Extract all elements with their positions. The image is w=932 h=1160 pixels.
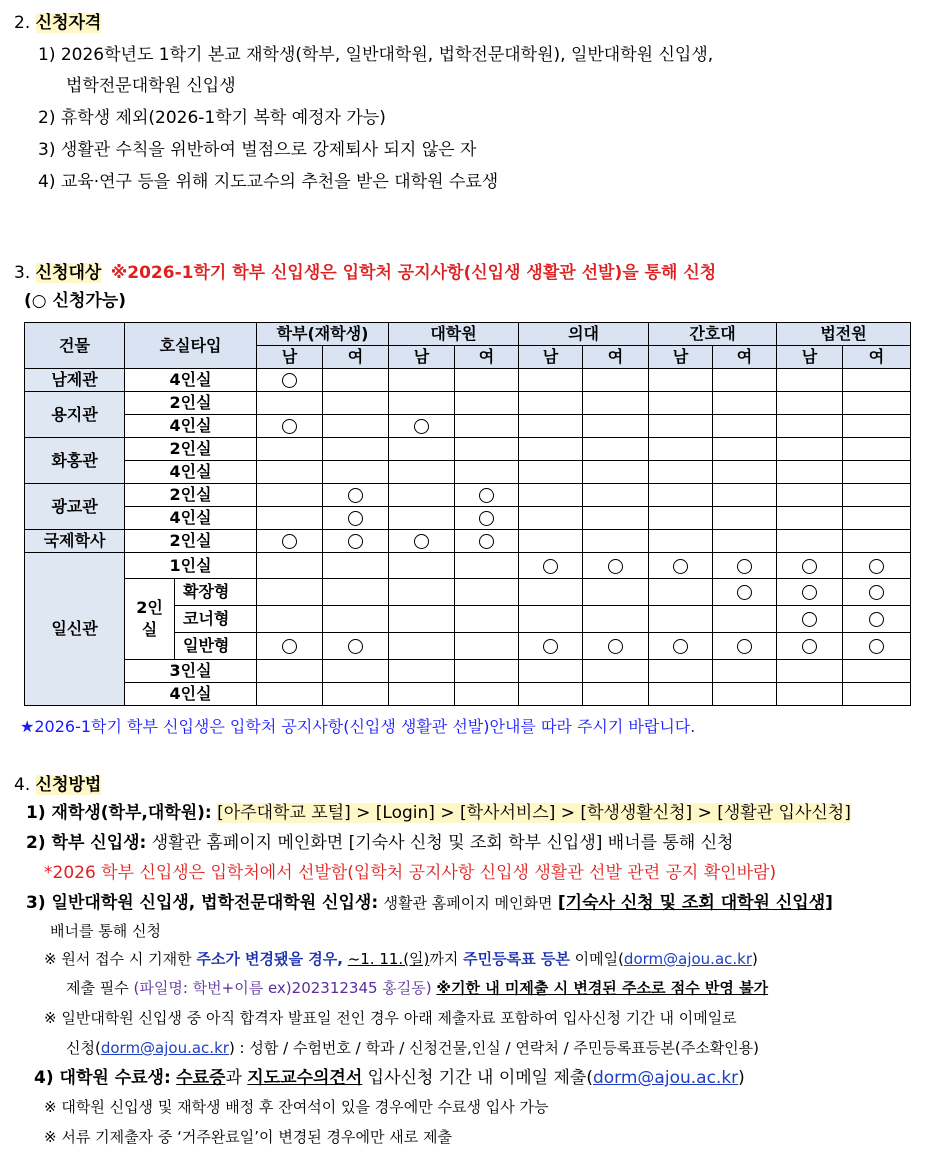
header-group: 간호대 xyxy=(649,323,777,346)
availability-cell xyxy=(649,438,713,461)
section-title: 신청자격 xyxy=(35,13,102,33)
header-group: 학부(재학생) xyxy=(257,323,389,346)
availability-cell xyxy=(713,461,777,484)
available-circle-icon xyxy=(282,639,297,654)
available-circle-icon xyxy=(543,559,558,574)
table-row xyxy=(25,660,911,683)
available-circle-icon xyxy=(282,534,297,549)
available-circle-icon xyxy=(673,559,688,574)
roomtype-cell: 4인실 xyxy=(125,683,257,706)
available-circle-icon xyxy=(673,639,688,654)
filename-format: (파일명: 학번+이름 ex)202312345 홍길동) xyxy=(133,979,432,997)
availability-cell xyxy=(713,415,777,438)
available-circle-icon xyxy=(348,639,363,654)
availability-cell xyxy=(777,633,843,660)
availability-cell xyxy=(323,392,389,415)
availability-cell xyxy=(389,392,455,415)
availability-cell xyxy=(323,660,389,683)
header-sex: 남 xyxy=(777,346,843,369)
note-text: 신청( xyxy=(66,1039,101,1057)
eligibility-table xyxy=(24,322,911,706)
availability-cell xyxy=(649,369,713,392)
availability-cell xyxy=(583,660,649,683)
availability-cell xyxy=(519,369,583,392)
availability-cell xyxy=(389,530,455,553)
availability-cell xyxy=(713,660,777,683)
availability-cell xyxy=(777,392,843,415)
method-3-cont: 배너를 통해 신청 xyxy=(50,922,161,940)
roomtype-cell: 코너형 xyxy=(175,606,257,633)
availability-cell xyxy=(713,438,777,461)
availability-cell xyxy=(713,369,777,392)
availability-cell xyxy=(389,438,455,461)
availability-cell xyxy=(843,438,911,461)
availability-cell xyxy=(777,683,843,706)
email-link[interactable]: dorm@ajou.ac.kr xyxy=(100,1039,229,1057)
method-label: 3) 일반대학원 신입생, 법학전문대학원 신입생: xyxy=(26,893,379,913)
availability-cell xyxy=(519,438,583,461)
availability-cell xyxy=(777,438,843,461)
availability-cell xyxy=(713,392,777,415)
availability-cell xyxy=(583,633,649,660)
section-4-heading xyxy=(14,774,101,796)
availability-cell xyxy=(649,553,713,579)
roomtype-cell: 2인실 xyxy=(125,484,257,507)
availability-cell xyxy=(583,683,649,706)
address-change-note-cont xyxy=(66,977,768,999)
section-number: 2. xyxy=(14,13,31,33)
available-circle-icon xyxy=(348,534,363,549)
note-text: ) xyxy=(752,950,758,968)
availability-cell xyxy=(257,461,323,484)
availability-cell xyxy=(713,683,777,706)
availability-cell xyxy=(843,507,911,530)
grad-banner-name: [기숙사 신청 및 조회 대학원 신입생] xyxy=(557,893,833,913)
building-cell: 남제관 xyxy=(25,369,125,392)
availability-cell xyxy=(257,507,323,530)
available-circle-icon xyxy=(737,639,752,654)
table-row xyxy=(25,579,911,606)
availability-cell xyxy=(713,579,777,606)
available-circle-icon xyxy=(282,373,297,388)
available-circle-icon xyxy=(802,639,817,654)
available-circle-icon xyxy=(479,534,494,549)
table-row xyxy=(25,461,911,484)
availability-cell xyxy=(649,415,713,438)
available-circle-icon xyxy=(543,639,558,654)
table-header-row xyxy=(25,323,911,346)
eligibility-table-body xyxy=(25,323,911,706)
availability-cell xyxy=(777,461,843,484)
available-circle-icon xyxy=(414,534,429,549)
method-text: 생활관 홈페이지 메인화면 [기숙사 신청 및 조회 학부 신입생] 배너를 통해 신청 xyxy=(151,833,734,853)
availability-cell xyxy=(257,438,323,461)
completion-note-2: ※ 서류 기제출자 중 ‘거주완료일’이 변경된 경우에만 새로 제출 xyxy=(44,1128,453,1146)
roomtype-cell: 4인실 xyxy=(125,415,257,438)
available-circle-icon xyxy=(282,419,297,434)
availability-cell xyxy=(649,606,713,633)
method-label: 1) 재학생(학부,대학원): xyxy=(26,803,212,823)
availability-cell xyxy=(519,660,583,683)
roomtype-cell: 2인실 xyxy=(125,530,257,553)
availability-cell xyxy=(257,660,323,683)
availability-cell xyxy=(843,553,911,579)
availability-cell xyxy=(777,415,843,438)
roomtype-cell: 4인실 xyxy=(125,461,257,484)
availability-cell xyxy=(519,507,583,530)
availability-cell xyxy=(583,530,649,553)
availability-cell xyxy=(583,507,649,530)
availability-cell xyxy=(777,553,843,579)
availability-cell xyxy=(323,461,389,484)
availability-cell xyxy=(777,579,843,606)
availability-cell xyxy=(389,683,455,706)
availability-cell xyxy=(713,507,777,530)
available-circle-icon xyxy=(802,585,817,600)
availability-cell xyxy=(649,507,713,530)
availability-cell xyxy=(843,633,911,660)
note-text: ) : 성함 / 수험번호 / 학과 / 신청건물,인실 / 연락처 / 주민등록표등본(주소확인용) xyxy=(228,1039,760,1057)
availability-cell xyxy=(323,484,389,507)
eligibility-item-1-cont: 법학전문대학원 신입생 xyxy=(66,76,236,96)
availability-cell xyxy=(649,633,713,660)
method-text: 입사신청 기간 내 이메일 제출( xyxy=(367,1068,593,1088)
availability-cell xyxy=(257,553,323,579)
header-sex: 남 xyxy=(389,346,455,369)
roomtype-cell: 2인실 xyxy=(125,438,257,461)
availability-cell xyxy=(583,461,649,484)
section-number: 3. xyxy=(14,263,31,283)
eligibility-item-3: 3) 생활관 수칙을 위반하여 벌점으로 강제퇴사 되지 않은 자 xyxy=(38,140,477,160)
building-cell: 국제학사 xyxy=(25,530,125,553)
availability-cell xyxy=(843,461,911,484)
availability-cell xyxy=(455,369,519,392)
available-circle-icon xyxy=(737,585,752,600)
method-3 xyxy=(26,892,833,914)
availability-cell xyxy=(257,484,323,507)
availability-cell xyxy=(389,415,455,438)
section-title: 신청대상 xyxy=(35,263,102,283)
availability-cell xyxy=(455,606,519,633)
availability-cell xyxy=(389,461,455,484)
document-name: 지도교수의견서 xyxy=(247,1068,363,1088)
roomtype-cell: 3인실 xyxy=(125,660,257,683)
availability-cell xyxy=(519,553,583,579)
method-2 xyxy=(26,832,734,854)
availability-cell xyxy=(389,369,455,392)
availability-cell xyxy=(843,606,911,633)
header-building: 건물 xyxy=(25,323,125,369)
availability-cell xyxy=(323,507,389,530)
availability-cell xyxy=(583,553,649,579)
availability-cell xyxy=(649,660,713,683)
availability-cell xyxy=(389,633,455,660)
header-sex: 여 xyxy=(323,346,389,369)
grad-pre-announce-note: ※ 일반대학원 신입생 중 아직 합격자 발표일 전인 경우 아래 제출자료 포함하여 입사신청 기간 내 이메일로 xyxy=(44,1009,737,1027)
roomtype-cell: 확장형 xyxy=(175,579,257,606)
building-cell: 화홍관 xyxy=(25,438,125,484)
building-cell: 광교관 xyxy=(25,484,125,530)
available-circle-icon xyxy=(802,559,817,574)
availability-cell xyxy=(519,633,583,660)
header-sex: 여 xyxy=(583,346,649,369)
email-link[interactable]: dorm@ajou.ac.kr xyxy=(592,1068,739,1088)
roomtype-cell: 2인실 xyxy=(125,579,175,660)
table-row xyxy=(25,683,911,706)
header-sex: 남 xyxy=(519,346,583,369)
available-circle-icon xyxy=(479,488,494,503)
availability-cell xyxy=(455,461,519,484)
header-sex: 여 xyxy=(843,346,911,369)
roomtype-cell: 4인실 xyxy=(125,507,257,530)
header-group: 법전원 xyxy=(777,323,911,346)
availability-cell xyxy=(519,579,583,606)
available-circle-icon xyxy=(869,559,884,574)
eligibility-item-2: 2) 휴학생 제외(2026-1학기 복학 예정자 가능) xyxy=(38,108,386,128)
availability-cell xyxy=(649,461,713,484)
method-text: 생활관 홈페이지 메인화면 xyxy=(383,894,553,912)
completion-note-1: ※ 대학원 신입생 및 재학생 배정 후 잔여석이 있을 경우에만 수료생 입사 가능 xyxy=(44,1098,549,1116)
availability-cell xyxy=(323,553,389,579)
availability-cell xyxy=(519,415,583,438)
availability-cell xyxy=(649,579,713,606)
availability-cell xyxy=(649,484,713,507)
availability-cell xyxy=(843,392,911,415)
availability-cell xyxy=(649,392,713,415)
portal-path: [아주대학교 포털] > [Login] > [학사서비스] > [학생생활신청] > [생활관 입사신청] xyxy=(217,803,851,823)
availability-cell xyxy=(843,683,911,706)
availability-cell xyxy=(649,530,713,553)
availability-cell xyxy=(713,606,777,633)
note-text: 까지 xyxy=(429,950,459,968)
availability-cell xyxy=(777,530,843,553)
availability-cell xyxy=(777,507,843,530)
availability-cell xyxy=(257,579,323,606)
section-number: 4. xyxy=(14,775,31,795)
availability-cell xyxy=(455,530,519,553)
availability-cell xyxy=(323,683,389,706)
available-circle-icon xyxy=(479,511,494,526)
availability-cell xyxy=(777,369,843,392)
availability-cell xyxy=(583,392,649,415)
availability-cell xyxy=(649,683,713,706)
legend-note: (○ 신청가능) xyxy=(24,291,126,311)
availability-cell xyxy=(389,553,455,579)
availability-cell xyxy=(713,553,777,579)
availability-cell xyxy=(843,660,911,683)
availability-cell xyxy=(583,606,649,633)
availability-cell xyxy=(257,683,323,706)
availability-cell xyxy=(455,507,519,530)
email-link[interactable]: dorm@ajou.ac.kr xyxy=(623,950,753,968)
availability-cell xyxy=(519,683,583,706)
availability-cell xyxy=(519,606,583,633)
building-cell: 일신관 xyxy=(25,553,125,706)
table-row xyxy=(25,438,911,461)
availability-cell xyxy=(843,579,911,606)
availability-cell xyxy=(519,461,583,484)
note-highlight: 주민등록표 등본 xyxy=(463,950,570,968)
availability-cell xyxy=(323,579,389,606)
availability-cell xyxy=(583,415,649,438)
available-circle-icon xyxy=(869,612,884,627)
availability-cell xyxy=(583,369,649,392)
availability-cell xyxy=(843,415,911,438)
available-circle-icon xyxy=(802,612,817,627)
table-row xyxy=(25,369,911,392)
availability-cell xyxy=(713,530,777,553)
availability-cell xyxy=(777,606,843,633)
roomtype-cell: 2인실 xyxy=(125,392,257,415)
header-group: 대학원 xyxy=(389,323,519,346)
header-roomtype: 호실타입 xyxy=(125,323,257,369)
availability-cell xyxy=(389,507,455,530)
availability-cell xyxy=(455,553,519,579)
availability-cell xyxy=(257,530,323,553)
availability-cell xyxy=(323,633,389,660)
availability-cell xyxy=(323,438,389,461)
note-highlight: 주소가 변경됐을 경우, xyxy=(196,950,343,968)
availability-cell xyxy=(583,438,649,461)
availability-cell xyxy=(389,484,455,507)
available-circle-icon xyxy=(348,488,363,503)
method-text: 과 xyxy=(225,1068,242,1088)
availability-cell xyxy=(583,579,649,606)
availability-cell xyxy=(323,369,389,392)
availability-cell xyxy=(257,606,323,633)
availability-cell xyxy=(323,415,389,438)
availability-cell xyxy=(455,438,519,461)
method-label: 4) 대학원 수료생: xyxy=(34,1068,171,1088)
available-circle-icon xyxy=(737,559,752,574)
availability-cell xyxy=(843,530,911,553)
availability-cell xyxy=(389,606,455,633)
grad-pre-announce-note-cont xyxy=(66,1037,759,1059)
availability-cell xyxy=(455,579,519,606)
table-row xyxy=(25,415,911,438)
roomtype-cell: 일반형 xyxy=(175,633,257,660)
availability-cell xyxy=(843,484,911,507)
availability-cell xyxy=(257,415,323,438)
address-change-note xyxy=(44,948,758,970)
availability-cell xyxy=(257,392,323,415)
availability-cell xyxy=(389,660,455,683)
method-text: ) xyxy=(738,1068,745,1088)
availability-cell xyxy=(455,683,519,706)
header-group: 의대 xyxy=(519,323,649,346)
header-sex: 여 xyxy=(455,346,519,369)
available-circle-icon xyxy=(348,511,363,526)
note-text: 제출 필수 xyxy=(66,979,129,997)
section-2-heading xyxy=(14,12,101,34)
availability-cell xyxy=(713,633,777,660)
method-2-note: *2026 학부 신입생은 입학처에서 선발함(입학처 공지사항 신입생 생활관 선발 관련 공지 확인바람) xyxy=(44,863,777,883)
availability-cell xyxy=(713,484,777,507)
available-circle-icon xyxy=(869,585,884,600)
available-circle-icon xyxy=(869,639,884,654)
document-name: 수료증 xyxy=(176,1068,226,1088)
section-3-heading xyxy=(14,262,716,284)
table-row xyxy=(25,484,911,507)
method-1 xyxy=(26,802,851,824)
availability-cell xyxy=(777,484,843,507)
availability-cell xyxy=(519,392,583,415)
table-footnote: ★2026-1학기 학부 신입생은 입학처 공지사항(신입생 생활관 선발)안내를 따라 주시기 바랍니다. xyxy=(20,717,696,736)
roomtype-cell: 4인실 xyxy=(125,369,257,392)
availability-cell xyxy=(455,660,519,683)
availability-cell xyxy=(519,530,583,553)
header-sex: 남 xyxy=(257,346,323,369)
roomtype-cell: 1인실 xyxy=(125,553,257,579)
building-cell: 용지관 xyxy=(25,392,125,438)
deadline-date: ~1. 11.(일) xyxy=(347,950,430,968)
availability-cell xyxy=(257,369,323,392)
availability-cell xyxy=(583,484,649,507)
eligibility-item-1: 1) 2026학년도 1학기 본교 재학생(학부, 일반대학원, 법학전문대학원), 일반대학원 신입생, xyxy=(38,45,714,65)
available-circle-icon xyxy=(608,559,623,574)
method-label: 2) 학부 신입생: xyxy=(26,833,147,853)
availability-cell xyxy=(389,579,455,606)
header-sex: 남 xyxy=(649,346,713,369)
eligibility-item-4: 4) 교육·연구 등을 위해 지도교수의 추천을 받은 대학원 수료생 xyxy=(38,172,499,192)
availability-cell xyxy=(843,369,911,392)
table-row xyxy=(25,530,911,553)
availability-cell xyxy=(455,392,519,415)
table-row xyxy=(25,507,911,530)
availability-cell xyxy=(455,484,519,507)
availability-cell xyxy=(777,660,843,683)
table-row xyxy=(25,553,911,579)
availability-cell xyxy=(519,484,583,507)
availability-cell xyxy=(455,633,519,660)
availability-cell xyxy=(455,415,519,438)
availability-cell xyxy=(323,530,389,553)
deadline-warning: ※기한 내 미제출 시 변경된 주소로 점수 반영 불가 xyxy=(436,979,769,997)
note-text: 이메일( xyxy=(574,950,624,968)
note-text: ※ 원서 접수 시 기재한 xyxy=(44,950,192,968)
availability-cell xyxy=(323,606,389,633)
method-4 xyxy=(34,1067,745,1089)
availability-cell xyxy=(257,633,323,660)
section-title: 신청방법 xyxy=(35,775,102,795)
available-circle-icon xyxy=(608,639,623,654)
header-sex: 여 xyxy=(713,346,777,369)
freshman-notice: ※2026-1학기 학부 신입생은 입학처 공지사항(신입생 생활관 선발)을 통해 신청 xyxy=(110,263,717,283)
table-row xyxy=(25,392,911,415)
available-circle-icon xyxy=(414,419,429,434)
